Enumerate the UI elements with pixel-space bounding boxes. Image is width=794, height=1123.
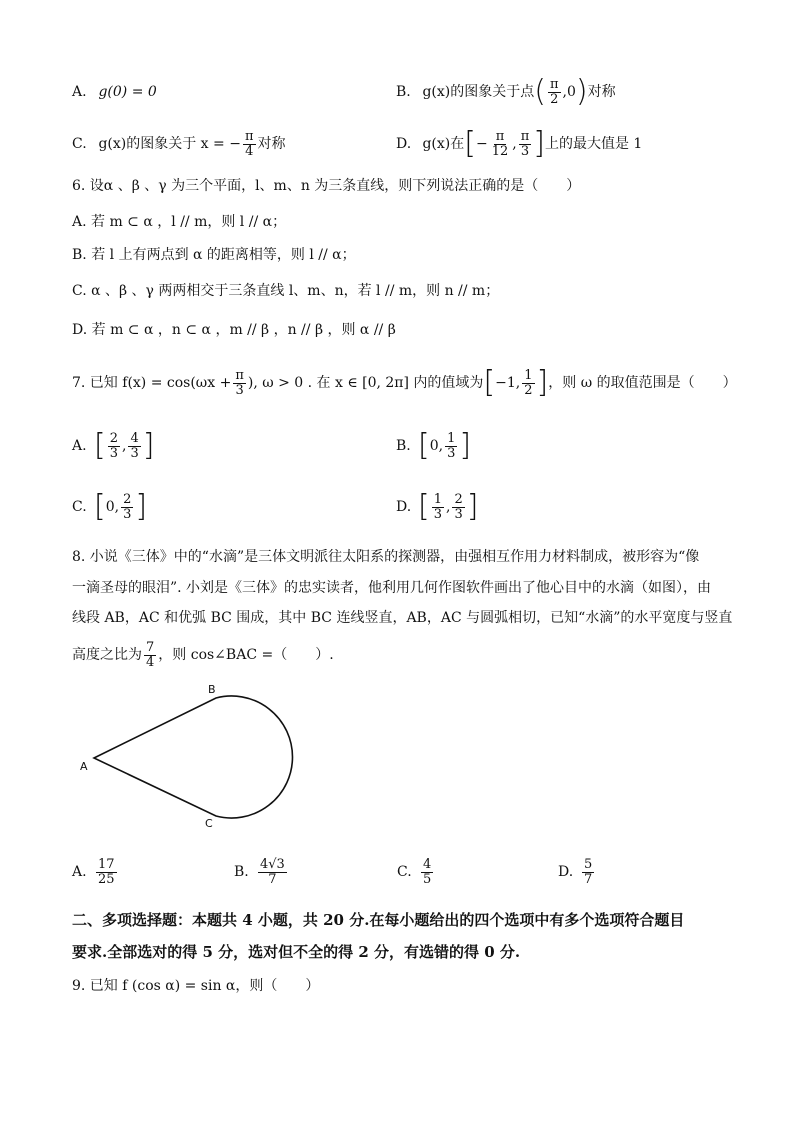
q6-option-b: B. 若 l 上有两点到 α 的距离相等，则 l // α； bbox=[72, 247, 356, 263]
fraction: $\frac{2}{3}$ bbox=[454, 491, 463, 522]
q7-option-d: D. [ $\frac{1}{3}$ , $\frac{2}{3}$ ] bbox=[396, 489, 479, 524]
q8-option-b: B. $\frac{4√3}{7}$ bbox=[234, 856, 285, 887]
q8-line-1: 8. 小说《三体》中的“水滴”是三体文明派往太阳系的探测器，由强相互作用力材料制成，被形容为“像 bbox=[72, 549, 700, 565]
water-drop-figure bbox=[72, 680, 332, 830]
q5-option-d: D. g(x)在[− $\frac{\pi}{12}$ , $\frac{\pi}{3}$ ]上的最大值是 1 bbox=[396, 126, 643, 161]
section-2-heading-line-2: 要求.全部选对的得 5 分，选对但不全的得 2 分，有选错的得 0 分. bbox=[72, 943, 521, 961]
q6-stem: 6. 设α 、β 、γ 为三个平面，l、m、n 为三条直线，则下列说法正确的是（ ） bbox=[72, 178, 581, 194]
q8-line-3: 线段 AB，AC 和优弧 BC 围成，其中 BC 连线竖直，AB，AC 与圆弧相切，已知“水滴”的水平宽度与竖直 bbox=[72, 610, 733, 626]
fraction: $\frac{1}{2}$ bbox=[524, 367, 533, 398]
q8-line-4: 高度之比为 $\frac{7}{4}$ ，则 cos∠BAC =（ ）. bbox=[72, 639, 334, 670]
water-drop-outline bbox=[94, 696, 292, 818]
fraction: $\frac{5}{7}$ bbox=[584, 856, 593, 887]
fraction: $\frac{17}{25}$ bbox=[98, 856, 115, 887]
fraction: $\frac{\pi}{4}$ bbox=[244, 128, 254, 159]
fraction: $\frac{1}{3}$ bbox=[433, 491, 442, 522]
q7-stem: 7. 已知 f(x) = cos(ωx + $\frac{\pi}{3}$ ), ω > 0 . 在 x ∈ [0, 2π] 内的值域为[−1, $\frac{1}{2}$ ]，则 ω 的取值范围是（ ） bbox=[72, 365, 737, 400]
fraction: $\frac{7}{4}$ bbox=[146, 639, 155, 670]
q8-line-2: 一滴圣母的眼泪”. 小刘是《三体》的忠实读者，他利用几何作图软件画出了他心目中的水滴（如图），由 bbox=[72, 580, 712, 596]
fraction: $\frac{4}{5}$ bbox=[423, 856, 432, 887]
q7-option-b: B. [0, $\frac{1}{3}$ ] bbox=[396, 428, 472, 463]
fraction: $\frac{2}{3}$ bbox=[109, 430, 118, 461]
q8-option-c: C. $\frac{4}{5}$ bbox=[397, 856, 432, 887]
fraction: $\frac{4√3}{7}$ bbox=[260, 856, 285, 887]
q5-option-c: C. g(x)的图象关于 x = − $\frac{\pi}{4}$ 对称 bbox=[72, 128, 286, 159]
vertex-label-b: B bbox=[208, 683, 216, 696]
q9-stem: 9. 已知 f (cos α) = sin α，则（ ） bbox=[72, 978, 320, 994]
fraction: $\frac{4}{3}$ bbox=[130, 430, 139, 461]
section-2-heading-line-1: 二、多项选择题：本题共 4 小题，共 20 分.在每小题给出的四个选项中有多个选项符合题目 bbox=[72, 911, 685, 929]
q8-option-a: A. $\frac{17}{25}$ bbox=[72, 856, 115, 887]
vertex-label-a: A bbox=[80, 760, 88, 773]
fraction: $\frac{\pi}{2}$ bbox=[549, 76, 559, 107]
vertex-label-c: C bbox=[205, 817, 213, 830]
q7-option-a: A. [ $\frac{2}{3}$ , $\frac{4}{3}$ ] bbox=[72, 428, 155, 463]
q7-option-c: C. [0, $\frac{2}{3}$ ] bbox=[72, 489, 148, 524]
q6-option-a: A. 若 m ⊂ α ，l // m，则 l // α； bbox=[72, 214, 287, 230]
fraction: $\frac{\pi}{12}$ bbox=[491, 128, 509, 159]
fraction: $\frac{\pi}{3}$ bbox=[235, 367, 244, 398]
q8-option-d: D. $\frac{5}{7}$ bbox=[558, 856, 593, 887]
fraction: $\frac{2}{3}$ bbox=[123, 491, 132, 522]
fraction: $\frac{\pi}{3}$ bbox=[520, 128, 530, 159]
q6-option-c: C. α 、β 、γ 两两相交于三条直线 l、m、n，若 l // m，则 n // m； bbox=[72, 283, 500, 299]
q5-option-b: B. g(x)的图象关于点( $\frac{\pi}{2}$ ,0)对称 bbox=[396, 74, 616, 109]
q6-option-d: D. 若 m ⊂ α ，n ⊂ α ，m // β ，n // β ，则 α // β bbox=[72, 322, 396, 338]
fraction: $\frac{1}{3}$ bbox=[447, 430, 456, 461]
q5-option-a: A. g(0) = 0 bbox=[72, 84, 157, 100]
